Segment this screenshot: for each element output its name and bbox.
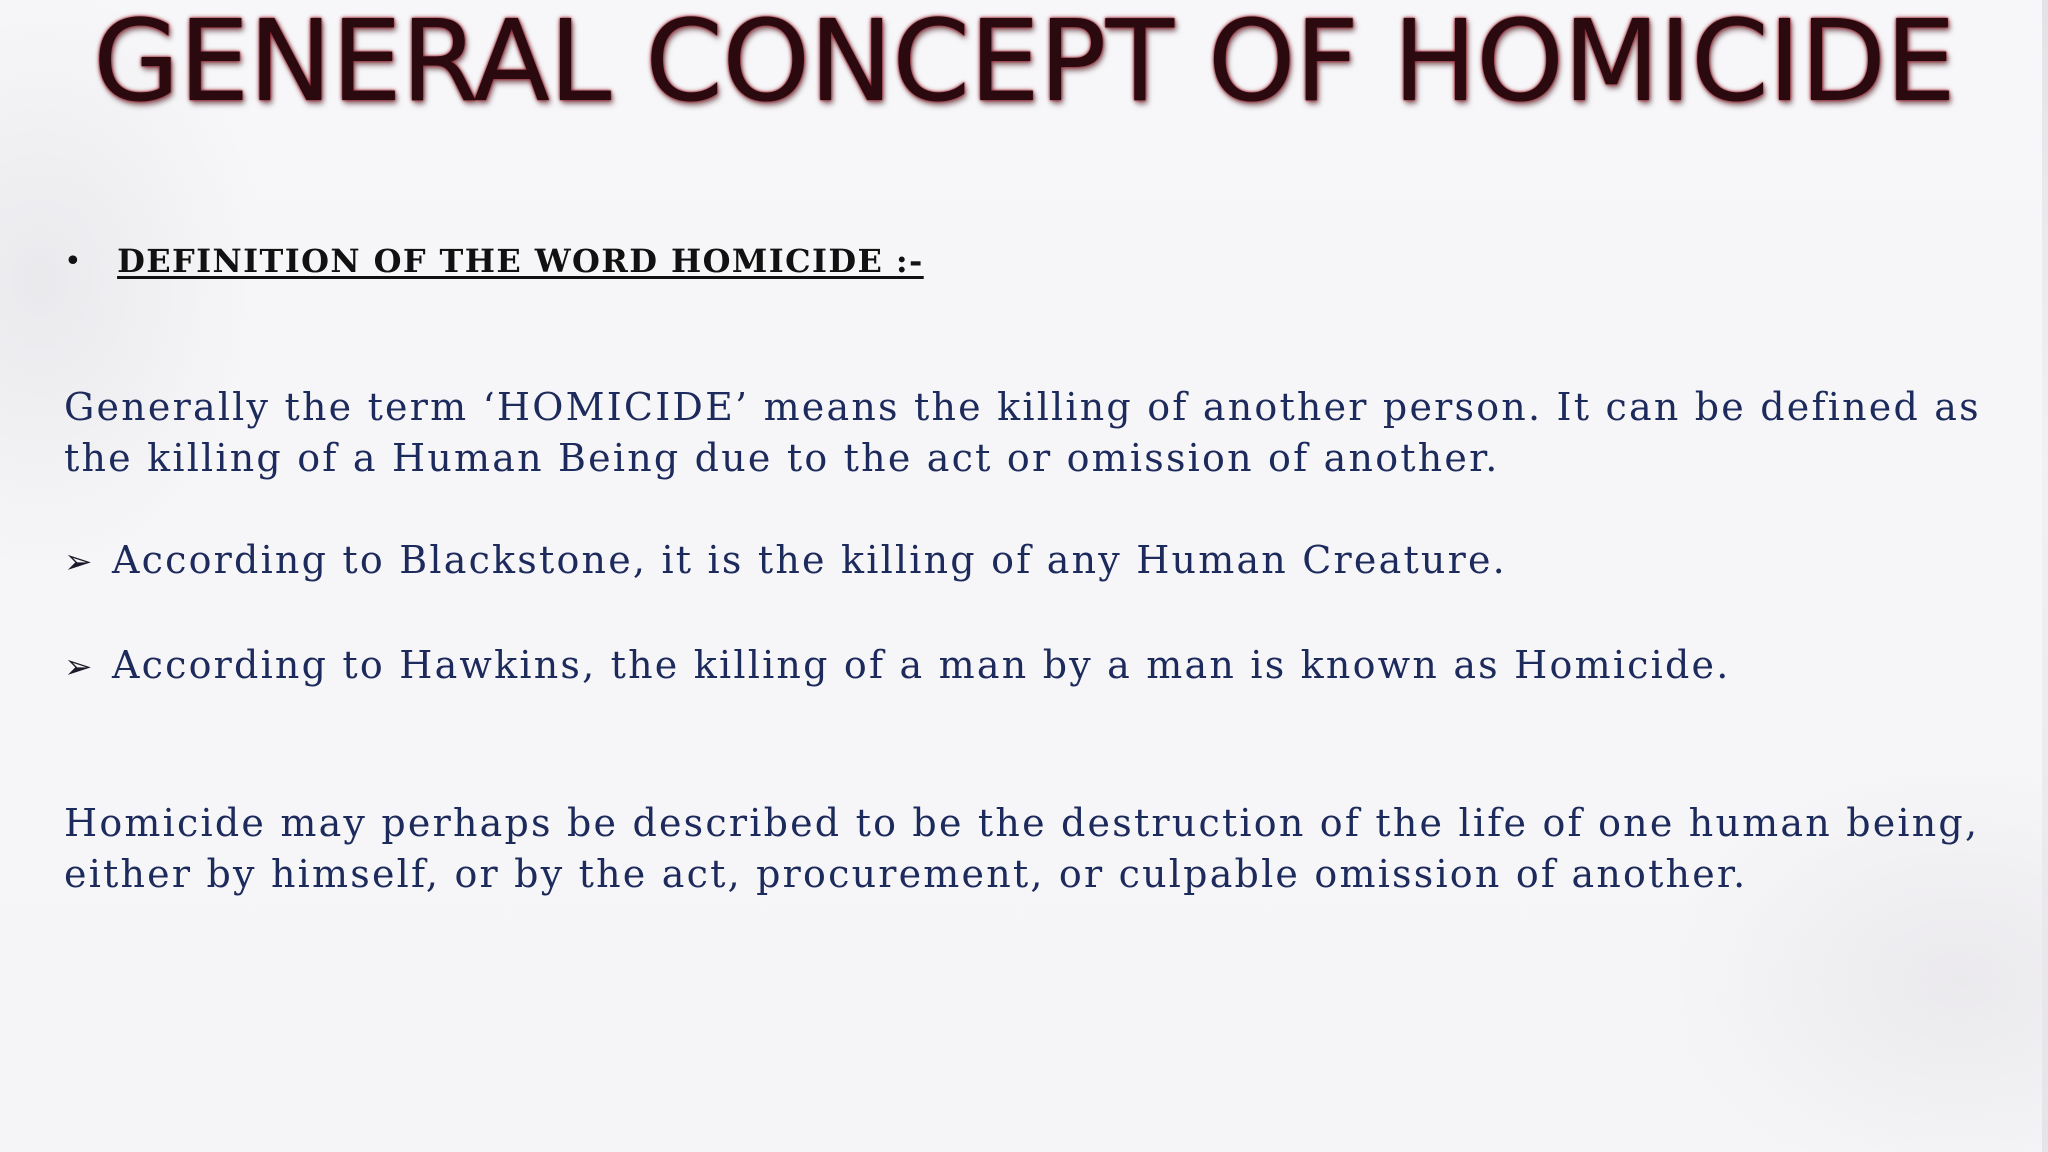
definition-heading — [64, 242, 924, 280]
arrow-bullet-icon: ➢ — [64, 542, 95, 582]
definition-heading-text: DEFINITION OF THE WORD HOMICIDE :- — [117, 242, 924, 280]
description-paragraph: Homicide may perhaps be described to be the destruction of the life of one human being, either by himself, or by the act, procurement, or culpable omission of another. — [64, 801, 1980, 896]
definition-paragraph: Generally the term ‘HOMICIDE’ means the killing of another person. It can be defined as the killing of a Human Being due to the act or omission of another. — [64, 385, 1981, 480]
list-item-text: According to Blackstone, it is the killing of any Human Creature. — [112, 538, 1507, 582]
list-item-text: According to Hawkins, the killing of a man by a man is known as Homicide. — [112, 643, 1731, 687]
bullet-icon: • — [64, 243, 82, 279]
list-item-hawkins — [64, 640, 1731, 693]
list-item-blackstone — [64, 535, 1507, 588]
slide-title: GENERAL CONCEPT OF HOMICIDE — [92, 0, 1956, 127]
slide-edge-decoration — [2042, 0, 2048, 1152]
arrow-bullet-icon: ➢ — [64, 647, 95, 687]
